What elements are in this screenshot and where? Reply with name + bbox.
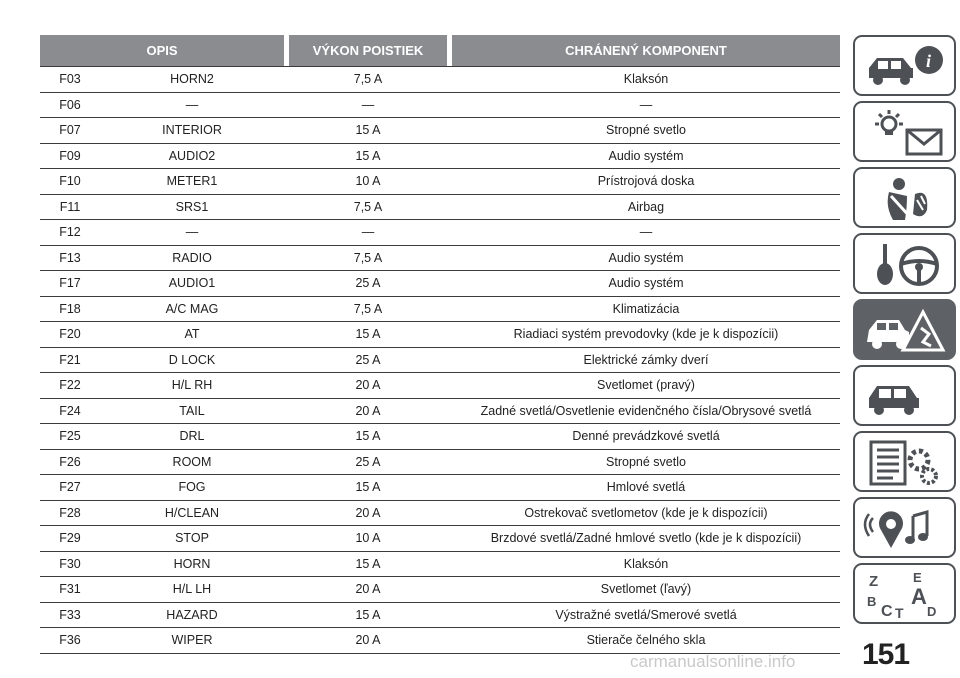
fuse-code: F24 [59,403,81,418]
fuse-name: METER1 [166,174,218,188]
fuse-name: HORN [173,556,211,571]
index-letter: T [895,605,904,620]
fuse-rating: 10 A [355,531,381,545]
tab-index[interactable] [853,563,956,624]
tab-car-info[interactable] [853,35,956,96]
table-row [40,603,840,629]
warning-lights-message-icon [863,108,951,158]
fuse-rating: 15 A [355,607,381,622]
fuse-name: TAIL [179,403,205,418]
fuse-rating: 20 A [355,378,381,392]
protected-component: Svetlomet (ľavý) [600,582,692,596]
fuse-rating: 15 A [355,429,381,443]
fuse-rating: 15 A [355,123,381,137]
protected-component: Hmlové svetlá [606,480,686,494]
protected-component: Klaksón [623,72,669,86]
table-row [40,118,840,144]
fuse-rating: 25 A [355,454,381,469]
protected-component: Riadiaci systém prevodovky (kde je k dispozícii) [513,327,779,341]
table-row [40,628,840,654]
fuse-name: — [185,225,199,239]
table-row [40,373,840,399]
table-row [40,271,840,297]
fuse-code: F17 [59,276,81,290]
table-row [40,450,840,476]
fuse-code: F36 [59,633,81,647]
table-row [40,526,840,552]
table-row [40,475,840,501]
table-row [40,297,840,323]
car-maintenance-icon [863,372,951,422]
fuse-code: F27 [59,480,81,494]
fuse-code: F11 [59,199,81,214]
index-letter: A [911,584,927,609]
header-divider [40,66,840,67]
tab-seatbelt-airbag[interactable] [853,167,956,228]
table-row [40,348,840,374]
table-row [40,552,840,578]
fuse-table [40,35,840,654]
protected-component: Airbag [627,199,665,214]
fuse-name: AUDIO2 [168,148,216,163]
fuse-code: F13 [59,250,81,265]
tab-technical-data[interactable] [853,431,956,492]
protected-component: — [639,225,653,239]
fuse-rating: 15 A [355,148,381,163]
technical-data-icon [863,438,951,488]
fuse-name: HAZARD [166,607,218,622]
table-body [40,67,840,654]
header-opis: OPIS [40,35,284,67]
protected-component: Elektrické zámky dverí [583,352,709,367]
fuse-rating: 20 A [355,403,381,418]
fuse-rating: 15 A [355,327,381,341]
protected-component: Audio systém [608,148,684,163]
fuse-code: F20 [59,327,81,341]
multimedia-icon [863,504,951,554]
fuse-rating: 20 A [355,505,381,520]
table-row [40,144,840,170]
fuse-code: F07 [59,123,81,137]
header-vykon: VÝKON POISTIEK [289,35,447,67]
fuse-code: F06 [59,97,81,112]
fuse-code: F09 [59,148,81,163]
fuse-code: F12 [59,225,81,239]
emergency-car-icon [863,306,951,356]
tab-key-steering[interactable] [853,233,956,294]
seatbelt-airbag-icon [863,174,951,224]
key-steering-wheel-icon [863,240,951,290]
table-header [40,35,840,67]
protected-component: Zadné svetlá/Osvetlenie evidenčného čísla/Obrysové svetlá [480,403,812,418]
fuse-rating: 20 A [355,633,381,647]
fuse-rating: 15 A [355,480,381,494]
protected-component: Audio systém [608,276,684,290]
index-letter: C [881,603,893,620]
fuse-name: AUDIO1 [168,276,216,290]
fuse-code: F18 [59,301,81,316]
tab-warning-lights[interactable] [853,101,956,162]
tab-multimedia[interactable] [853,497,956,558]
index-icon [863,570,951,620]
fuse-rating: — [361,97,375,112]
index-letter: B [867,594,877,609]
fuse-rating: 25 A [355,352,381,367]
index-letter: E [913,570,922,585]
protected-component: Klimatizácia [612,301,680,316]
table-row [40,501,840,527]
fuse-rating: 20 A [355,582,381,596]
header-chraneny: CHRÁNENÝ KOMPONENT [452,35,840,67]
tab-emergency[interactable] [853,299,956,360]
fuse-code: F28 [59,505,81,520]
watermark: carmanualsonline.info [630,652,796,671]
index-letter: D [927,604,937,619]
protected-component: Brzdové svetlá/Zadné hmlové svetlo (kde je k dispozícii) [490,531,802,545]
fuse-rating: — [361,225,375,239]
table-row [40,220,840,246]
fuse-rating: 25 A [355,276,381,290]
car-info-icon [863,42,951,92]
fuse-name: — [185,97,199,112]
protected-component: Denné prevádzkové svetlá [572,429,720,443]
fuse-name: STOP [175,531,209,545]
fuse-name: H/CLEAN [164,505,220,520]
protected-component: Svetlomet (pravý) [597,378,695,392]
fuse-name: H/L RH [171,378,213,392]
fuse-code: F21 [59,352,81,367]
fuse-name: A/C MAG [165,301,219,316]
fuse-rating: 7,5 A [353,199,383,214]
fuse-name: WIPER [171,633,213,647]
index-letter: Z [869,573,879,590]
fuse-name: INTERIOR [162,123,222,137]
protected-component: Prístrojová doska [597,174,695,188]
protected-component: Stropné svetlo [606,123,686,137]
table-row [40,93,840,119]
fuse-code: F03 [59,72,81,86]
protected-component: Klaksón [623,556,669,571]
table-row [40,195,840,221]
table-row [40,246,840,272]
fuse-code: F31 [59,582,81,596]
table-row [40,67,840,93]
fuse-name: AT [184,327,200,341]
fuse-name: RADIO [172,250,212,265]
table-row [40,577,840,603]
fuse-name: D LOCK [168,352,216,367]
fuse-name: HORN2 [170,72,214,86]
protected-component: — [639,97,653,112]
fuse-code: F33 [59,607,81,622]
table-row [40,322,840,348]
fuse-name: H/L LH [172,582,212,596]
table-row [40,399,840,425]
fuse-name: ROOM [172,454,212,469]
fuse-rating: 15 A [355,556,381,571]
tab-car-maintenance[interactable] [853,365,956,426]
table-row [40,169,840,195]
fuse-name: SRS1 [175,199,209,214]
fuse-code: F29 [59,531,81,545]
protected-component: Ostrekovač svetlometov (kde je k dispozícii) [524,505,768,520]
protected-component: Audio systém [608,250,684,265]
fuse-rating: 10 A [355,174,381,188]
fuse-code: F22 [59,378,81,392]
protected-component: Stierače čelného skla [586,633,706,647]
fuse-name: DRL [179,429,205,443]
fuse-name: FOG [178,480,206,494]
svg-text:i: i [926,51,932,71]
fuse-rating: 7,5 A [353,301,383,316]
fuse-code: F10 [59,174,81,188]
page-number: 151 [862,638,910,671]
fuse-code: F25 [59,429,81,443]
table-row [40,424,840,450]
fuse-code: F30 [59,556,81,571]
fuse-code: F26 [59,454,81,469]
protected-component: Výstražné svetlá/Smerové svetlá [555,607,737,622]
fuse-rating: 7,5 A [353,250,383,265]
protected-component: Stropné svetlo [606,454,686,469]
fuse-rating: 7,5 A [353,72,383,86]
